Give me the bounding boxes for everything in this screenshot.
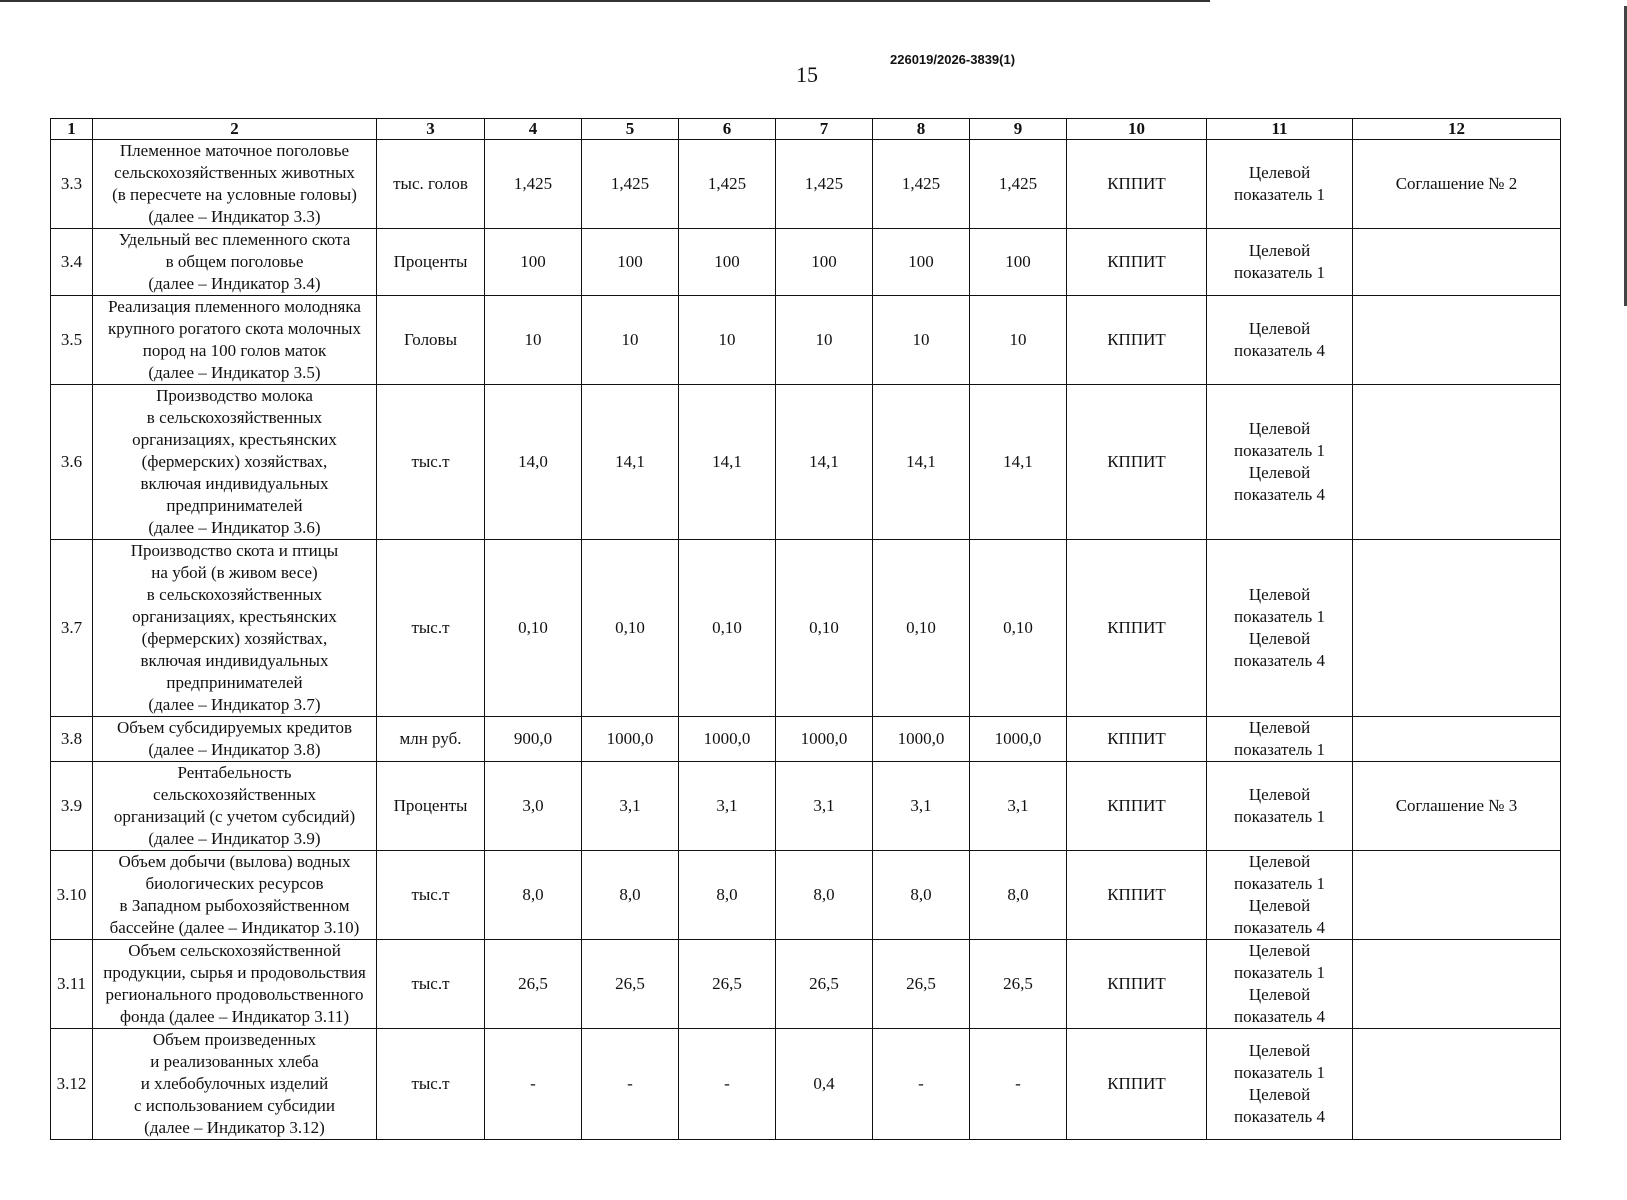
target-cell-line: показатель 1 (1234, 963, 1325, 982)
value-cell: 1,425 (679, 140, 776, 229)
target-cell-line: показатель 4 (1234, 918, 1325, 937)
target-cell-line: показатель 1 (1234, 185, 1325, 204)
table-header-row (51, 119, 1561, 140)
target-cell-line: показатель 4 (1234, 651, 1325, 670)
indicator-name-line: в сельскохозяйственных (146, 585, 323, 604)
column-header-4: 4 (485, 119, 582, 140)
indicator-name-line: Объем сельскохозяйственной (128, 941, 341, 960)
indicator-name-line: Объем добычи (вылова) водных (118, 852, 351, 871)
target-cell (1207, 296, 1353, 385)
indicator-name (93, 296, 377, 385)
value-cell: - (970, 1029, 1067, 1140)
target-cell (1207, 762, 1353, 851)
indicator-name-line: (в пересчете на условные головы) (112, 185, 357, 204)
indicator-name-line: (фермерских) хозяйствах, (141, 452, 328, 471)
indicator-name-line: продукции, сырья и продовольствия (103, 963, 366, 982)
value-cell: - (582, 1029, 679, 1140)
target-cell-line: показатель 1 (1234, 874, 1325, 893)
indicator-name-line: Рентабельность (177, 763, 292, 782)
column-header-11: 11 (1207, 119, 1353, 140)
agreement-cell (1353, 296, 1561, 385)
indicator-name-line: (далее – Индикатор 3.8) (148, 740, 321, 759)
indicator-name-line: организаций (с учетом субсидий) (113, 807, 356, 826)
value-cell: 100 (679, 229, 776, 296)
value-cell: 10 (582, 296, 679, 385)
row-number: 3.7 (51, 540, 93, 717)
indicator-name-line: на убой (в живом весе) (151, 563, 318, 582)
value-cell: 14,1 (970, 385, 1067, 540)
value-cell: 3,0 (485, 762, 582, 851)
source-cell: КППИТ (1067, 385, 1207, 540)
indicator-name (93, 1029, 377, 1140)
row-number: 3.5 (51, 296, 93, 385)
table-row (51, 296, 1561, 385)
value-cell: 1000,0 (582, 717, 679, 762)
target-cell-line: показатель 1 (1234, 607, 1325, 626)
agreement-cell (1353, 717, 1561, 762)
value-cell: 0,10 (485, 540, 582, 717)
row-number: 3.6 (51, 385, 93, 540)
target-cell-line: Целевой (1248, 585, 1311, 604)
indicator-name-line: сельскохозяйственных (152, 785, 317, 804)
value-cell: 100 (582, 229, 679, 296)
value-cell: 3,1 (970, 762, 1067, 851)
value-cell: 8,0 (873, 851, 970, 940)
page-number: 15 (796, 62, 818, 87)
value-cell: 10 (873, 296, 970, 385)
value-cell: 100 (776, 229, 873, 296)
indicator-name-line: крупного рогатого скота молочных (108, 319, 361, 338)
indicator-name-line: с использованием субсидии (134, 1096, 335, 1115)
target-cell-line: показатель 4 (1234, 485, 1325, 504)
unit-cell: тыс.т (377, 851, 485, 940)
unit-cell: Проценты (377, 229, 485, 296)
indicator-name-line: включая индивидуальных (140, 651, 329, 670)
indicators-table (50, 118, 1561, 1140)
table-row (51, 229, 1561, 296)
source-cell: КППИТ (1067, 540, 1207, 717)
indicator-name-line: Удельный вес племенного скота (118, 230, 351, 249)
value-cell: 10 (776, 296, 873, 385)
value-cell: 26,5 (582, 940, 679, 1029)
table-row (51, 762, 1561, 851)
target-cell-line: показатель 4 (1234, 1107, 1325, 1126)
value-cell: - (485, 1029, 582, 1140)
value-cell: 1,425 (776, 140, 873, 229)
indicator-name-line: пород на 100 голов маток (142, 341, 327, 360)
value-cell: 100 (485, 229, 582, 296)
indicator-name-line: (далее – Индикатор 3.5) (148, 363, 321, 382)
scan-edge-top (0, 0, 1210, 2)
indicator-name (93, 229, 377, 296)
source-cell: КППИТ (1067, 717, 1207, 762)
column-header-9: 9 (970, 119, 1067, 140)
indicator-name-line: (фермерских) хозяйствах, (141, 629, 328, 648)
target-cell-line: показатель 1 (1234, 740, 1325, 759)
target-cell-line: Целевой (1248, 629, 1311, 648)
target-cell-line: Целевой (1248, 241, 1311, 260)
column-header-6: 6 (679, 119, 776, 140)
indicator-name-line: Производство скота и птицы (130, 541, 339, 560)
target-cell-line: показатель 4 (1234, 1007, 1325, 1026)
value-cell: 0,10 (776, 540, 873, 717)
source-cell: КППИТ (1067, 1029, 1207, 1140)
source-cell: КППИТ (1067, 229, 1207, 296)
column-header-10: 10 (1067, 119, 1207, 140)
indicator-name-line: в сельскохозяйственных (146, 408, 323, 427)
indicator-name-line: сельскохозяйственных животных (114, 163, 355, 182)
value-cell: 8,0 (970, 851, 1067, 940)
target-cell-line: Целевой (1248, 463, 1311, 482)
value-cell: - (873, 1029, 970, 1140)
indicator-name-line: и хлебобулочных изделий (140, 1074, 329, 1093)
indicator-name (93, 540, 377, 717)
table-row (51, 851, 1561, 940)
value-cell: 1,425 (970, 140, 1067, 229)
row-number: 3.4 (51, 229, 93, 296)
target-cell-line: Целевой (1248, 785, 1311, 804)
table-row (51, 140, 1561, 229)
value-cell: 0,10 (582, 540, 679, 717)
agreement-cell (1353, 1029, 1561, 1140)
target-cell-line: показатель 1 (1234, 263, 1325, 282)
agreement-cell (1353, 229, 1561, 296)
source-cell: КППИТ (1067, 940, 1207, 1029)
table-row (51, 1029, 1561, 1140)
agreement-cell (1353, 385, 1561, 540)
target-cell-line: показатель 1 (1234, 807, 1325, 826)
target-cell-line: Целевой (1248, 1085, 1311, 1104)
indicator-name-line: Объем субсидируемых кредитов (116, 718, 353, 737)
table-row (51, 540, 1561, 717)
target-cell-line: Целевой (1248, 941, 1311, 960)
unit-cell: тыс.т (377, 385, 485, 540)
agreement-cell (1353, 851, 1561, 940)
value-cell: 26,5 (970, 940, 1067, 1029)
value-cell: 3,1 (776, 762, 873, 851)
unit-cell: млн руб. (377, 717, 485, 762)
target-cell (1207, 717, 1353, 762)
agreement-cell (1353, 940, 1561, 1029)
value-cell: 14,1 (873, 385, 970, 540)
target-cell-line: Целевой (1248, 852, 1311, 871)
agreement-cell: Соглашение № 3 (1353, 762, 1561, 851)
target-cell-line: Целевой (1248, 985, 1311, 1004)
value-cell: 14,1 (679, 385, 776, 540)
table-row (51, 940, 1561, 1029)
value-cell: 1000,0 (776, 717, 873, 762)
value-cell: 0,10 (970, 540, 1067, 717)
agreement-cell (1353, 540, 1561, 717)
value-cell: 14,1 (776, 385, 873, 540)
target-cell (1207, 385, 1353, 540)
target-cell (1207, 940, 1353, 1029)
value-cell: 26,5 (873, 940, 970, 1029)
table-row (51, 717, 1561, 762)
table-body (51, 119, 1561, 1140)
row-number: 3.9 (51, 762, 93, 851)
document-id: 226019/2026-3839(1) (890, 52, 1016, 67)
indicator-name-line: предпринимателей (166, 673, 303, 692)
target-cell-line: Целевой (1248, 319, 1311, 338)
value-cell: 14,1 (582, 385, 679, 540)
target-cell (1207, 229, 1353, 296)
indicator-name (93, 762, 377, 851)
value-cell: 100 (873, 229, 970, 296)
indicator-name-line: Племенное маточное поголовье (119, 141, 350, 160)
value-cell: 14,0 (485, 385, 582, 540)
indicator-name-line: фонда (далее – Индикатор 3.11) (119, 1007, 350, 1026)
value-cell: 8,0 (582, 851, 679, 940)
unit-cell: тыс. голов (377, 140, 485, 229)
target-cell (1207, 140, 1353, 229)
value-cell: 8,0 (485, 851, 582, 940)
row-number: 3.10 (51, 851, 93, 940)
value-cell: 8,0 (776, 851, 873, 940)
value-cell: 3,1 (582, 762, 679, 851)
indicator-name-line: (далее – Индикатор 3.3) (148, 207, 321, 226)
value-cell: 26,5 (776, 940, 873, 1029)
value-cell: - (679, 1029, 776, 1140)
indicator-name-line: (далее – Индикатор 3.6) (148, 518, 321, 537)
indicator-name-line: (далее – Индикатор 3.4) (148, 274, 321, 293)
unit-cell: тыс.т (377, 540, 485, 717)
target-cell-line: Целевой (1248, 1041, 1311, 1060)
table-row (51, 385, 1561, 540)
indicator-name-line: бассейне (далее – Индикатор 3.10) (109, 918, 360, 937)
indicator-name-line: биологических ресурсов (145, 874, 324, 893)
source-cell: КППИТ (1067, 762, 1207, 851)
source-cell: КППИТ (1067, 296, 1207, 385)
indicator-name (93, 717, 377, 762)
unit-cell: тыс.т (377, 940, 485, 1029)
value-cell: 1,425 (582, 140, 679, 229)
indicator-name-line: в общем поголовье (165, 252, 304, 271)
target-cell-line: Целевой (1248, 419, 1311, 438)
value-cell: 1000,0 (970, 717, 1067, 762)
indicator-name-line: организациях, крестьянских (132, 430, 337, 449)
value-cell: 900,0 (485, 717, 582, 762)
indicator-name (93, 385, 377, 540)
value-cell: 0,4 (776, 1029, 873, 1140)
column-header-2: 2 (93, 119, 377, 140)
indicator-name-line: предпринимателей (166, 496, 303, 515)
target-cell-line: показатель 1 (1234, 1063, 1325, 1082)
indicator-name-line: и реализованных хлеба (150, 1052, 319, 1071)
source-cell: КППИТ (1067, 140, 1207, 229)
row-number: 3.11 (51, 940, 93, 1029)
column-header-5: 5 (582, 119, 679, 140)
value-cell: 26,5 (679, 940, 776, 1029)
value-cell: 0,10 (679, 540, 776, 717)
indicator-name-line: (далее – Индикатор 3.12) (144, 1118, 325, 1137)
target-cell-line: показатель 4 (1234, 341, 1325, 360)
unit-cell: тыс.т (377, 1029, 485, 1140)
value-cell: 26,5 (485, 940, 582, 1029)
unit-cell: Проценты (377, 762, 485, 851)
indicator-name-line: Объем произведенных (152, 1030, 317, 1049)
target-cell-line: показатель 1 (1234, 441, 1325, 460)
column-header-1: 1 (51, 119, 93, 140)
value-cell: 10 (970, 296, 1067, 385)
target-cell-line: Целевой (1248, 896, 1311, 915)
value-cell: 1000,0 (873, 717, 970, 762)
target-cell (1207, 540, 1353, 717)
target-cell-line: Целевой (1248, 718, 1311, 737)
column-header-8: 8 (873, 119, 970, 140)
agreement-cell: Соглашение № 2 (1353, 140, 1561, 229)
column-header-3: 3 (377, 119, 485, 140)
value-cell: 3,1 (679, 762, 776, 851)
target-cell (1207, 851, 1353, 940)
unit-cell: Головы (377, 296, 485, 385)
column-header-7: 7 (776, 119, 873, 140)
indicator-name (93, 851, 377, 940)
indicator-name-line: (далее – Индикатор 3.7) (148, 695, 321, 714)
value-cell: 0,10 (873, 540, 970, 717)
value-cell: 10 (679, 296, 776, 385)
value-cell: 3,1 (873, 762, 970, 851)
indicator-name-line: организациях, крестьянских (132, 607, 337, 626)
row-number: 3.3 (51, 140, 93, 229)
value-cell: 1000,0 (679, 717, 776, 762)
indicator-name-line: регионального продовольственного (105, 985, 364, 1004)
indicator-name-line: в Западном рыбохозяйственном (119, 896, 350, 915)
value-cell: 8,0 (679, 851, 776, 940)
indicator-name-line: включая индивидуальных (140, 474, 329, 493)
value-cell: 1,425 (485, 140, 582, 229)
value-cell: 1,425 (873, 140, 970, 229)
value-cell: 100 (970, 229, 1067, 296)
indicator-name (93, 140, 377, 229)
target-cell (1207, 1029, 1353, 1140)
indicator-name-line: Производство молока (156, 386, 313, 405)
column-header-12: 12 (1353, 119, 1561, 140)
value-cell: 10 (485, 296, 582, 385)
row-number: 3.12 (51, 1029, 93, 1140)
indicator-name (93, 940, 377, 1029)
target-cell-line: Целевой (1248, 163, 1311, 182)
indicator-name-line: (далее – Индикатор 3.9) (148, 829, 321, 848)
row-number: 3.8 (51, 717, 93, 762)
indicator-name-line: Реализация племенного молодняка (108, 297, 361, 316)
source-cell: КППИТ (1067, 851, 1207, 940)
